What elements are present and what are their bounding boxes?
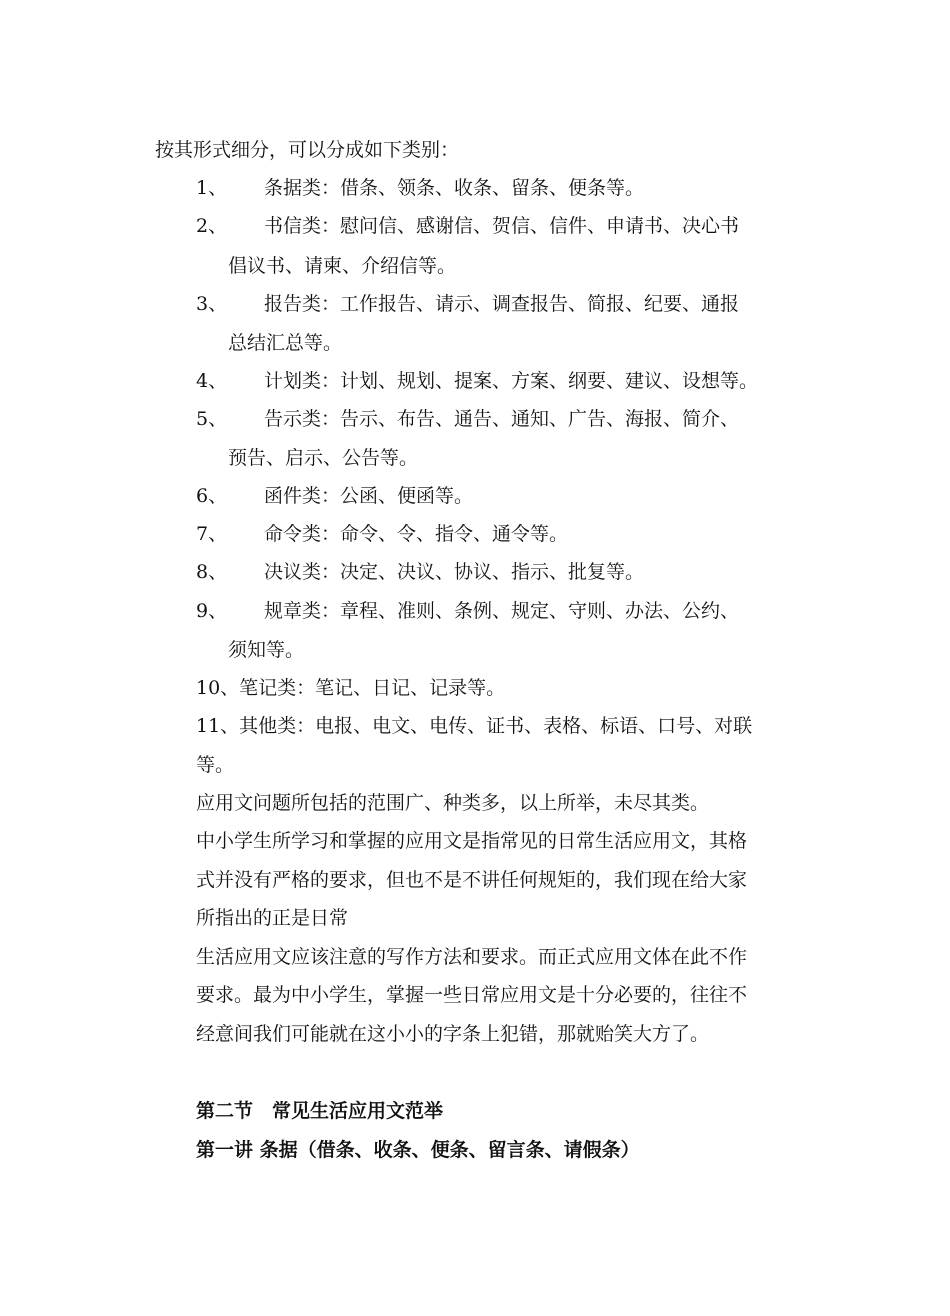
- list-number: 6、: [196, 485, 228, 507]
- list-number: 4、: [196, 370, 228, 392]
- list-item: [196, 483, 473, 509]
- list-text: 告示类：告示、布告、通告、通知、广告、海报、简介、: [264, 408, 740, 430]
- paragraph-line: 所指出的正是日常: [196, 907, 349, 929]
- lecture-heading: 第一讲 条据（借条、收条、便条、留言条、请假条）: [196, 1139, 640, 1161]
- list-item: [196, 213, 739, 239]
- section-heading: 第二节 常见生活应用文范举: [196, 1100, 444, 1122]
- list-text: 决议类：决定、决议、协议、指示、批复等。: [264, 561, 645, 583]
- list-text: 条据类：借条、领条、收条、留条、便条等。: [264, 177, 645, 199]
- list-item: [196, 521, 568, 547]
- list-item: 10、笔记类：笔记、日记、记录等。: [196, 677, 506, 699]
- list-text: 计划类：计划、规划、提案、方案、纲要、建议、设想等。: [264, 370, 759, 392]
- list-text: 规章类：章程、准则、条例、规定、守则、办法、公约、: [264, 600, 740, 622]
- list-item: [196, 291, 739, 317]
- list-item: [196, 406, 739, 432]
- list-item: 11、其他类：电报、电文、电传、证书、表格、标语、口号、对联: [196, 715, 753, 737]
- list-item: [196, 559, 644, 585]
- list-item: [196, 598, 739, 624]
- list-number: 3、: [196, 293, 228, 315]
- paragraph-line: 要求。最为中小学生，掌握一些日常应用文是十分必要的，往往不: [196, 984, 748, 1006]
- list-item: [196, 175, 644, 201]
- intro-line: 按其形式细分，可以分成如下类别：: [155, 139, 460, 161]
- paragraph-line: 生活应用文应该注意的写作方法和要求。而正式应用文体在此不作: [196, 946, 748, 968]
- paragraph-line: 应用文问题所包括的范围广、种类多，以上所举，未尽其类。: [196, 792, 710, 814]
- list-number: 7、: [196, 523, 228, 545]
- list-item-continuation: 倡议书、请柬、介绍信等。: [228, 255, 457, 277]
- list-text: 报告类：工作报告、请示、调查报告、简报、纪要、通报: [264, 293, 740, 315]
- list-item-continuation: 预告、启示、公告等。: [228, 447, 419, 469]
- list-number: 9、: [196, 600, 228, 622]
- list-item-continuation: 须知等。: [228, 639, 305, 661]
- list-item: [196, 368, 758, 394]
- list-text: 函件类：公函、便函等。: [264, 485, 474, 507]
- list-item-continuation: 总结汇总等。: [228, 332, 343, 354]
- list-item-continuation: 等。: [196, 754, 235, 776]
- list-number: 2、: [196, 215, 228, 237]
- list-number: 1、: [196, 177, 228, 199]
- list-text: 命令类：命令、令、指令、通令等。: [264, 523, 569, 545]
- paragraph-line: 经意间我们可能就在这小小的字条上犯错，那就贻笑大方了。: [196, 1023, 710, 1045]
- paragraph-line: 中小学生所学习和掌握的应用文是指常见的日常生活应用文，其格: [196, 830, 748, 852]
- list-number: 5、: [196, 408, 228, 430]
- list-text: 书信类：慰问信、感谢信、贺信、信件、申请书、决心书: [264, 215, 740, 237]
- list-number: 8、: [196, 561, 228, 583]
- paragraph-line: 式并没有严格的要求，但也不是不讲任何规矩的，我们现在给大家: [196, 869, 748, 891]
